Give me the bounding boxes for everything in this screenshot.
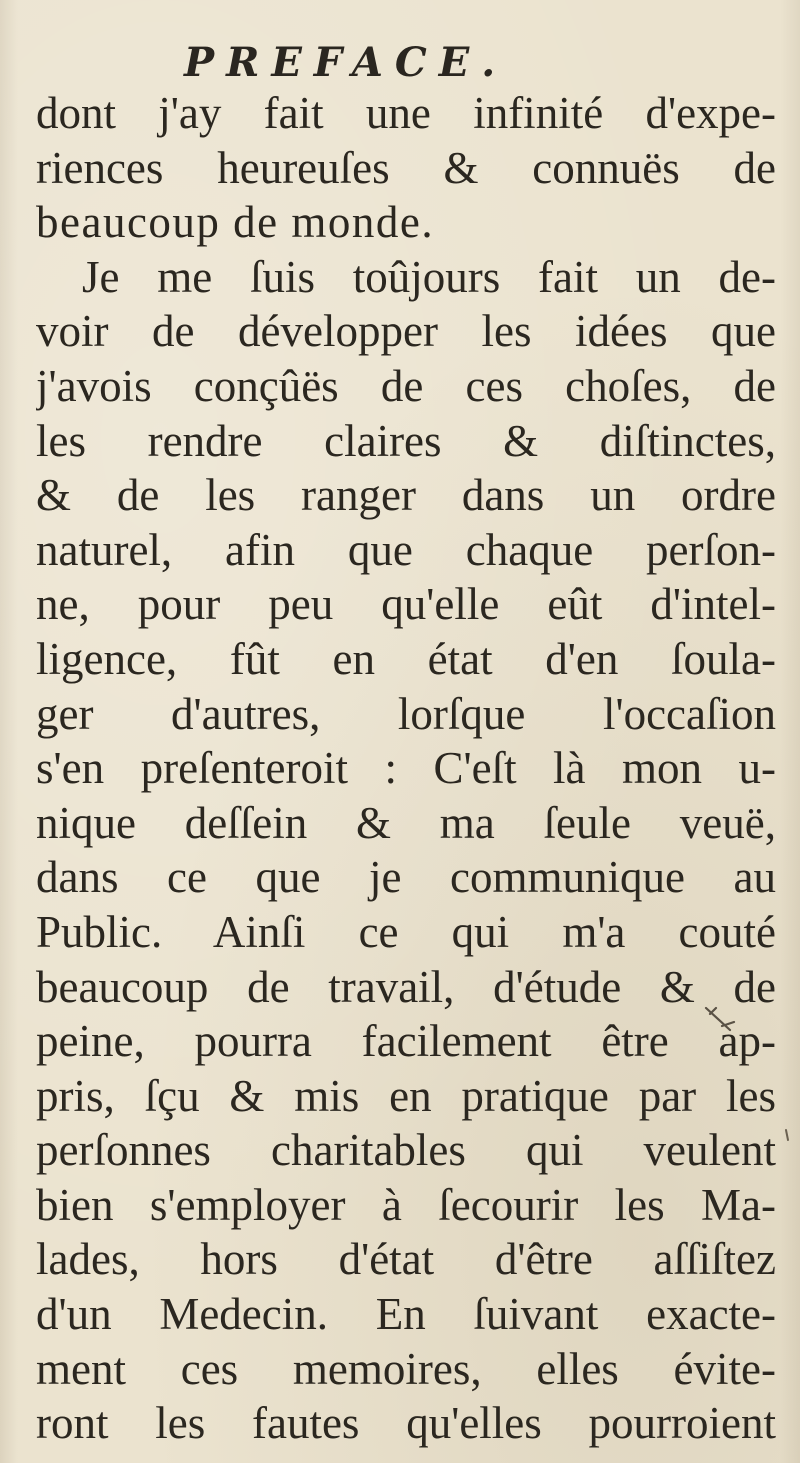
text-line: peine, pourra facilement être ap- <box>36 1016 776 1067</box>
text-line: j'avois conçûës de ces choſes, de <box>36 360 776 411</box>
text-line: s'en preſenteroit : C'eſt là mon u- <box>36 743 776 794</box>
text-line: riences heureuſes & connuës de <box>36 142 776 193</box>
text-line: beaucoup de travail, d'étude & de <box>36 961 776 1012</box>
text-line: naturel, afin que chaque perſon- <box>36 524 776 575</box>
text-line: pris, ſçu & mis en pratique par les <box>36 1070 776 1121</box>
body-text <box>36 86 776 1451</box>
text-line: ligence, fût en état d'en ſoula- <box>36 633 776 684</box>
text-line: d'un Medecin. En ſuivant exacte- <box>36 1289 776 1340</box>
text-line: ront les fautes qu'elles pourroient <box>36 1398 776 1449</box>
text-line: & de les ranger dans un ordre <box>36 470 776 521</box>
text-line: voir de développer les idées que <box>36 306 776 357</box>
text-line: beaucoup de monde. <box>36 197 435 248</box>
text-line: lades, hors d'état d'être aſſiſtez <box>36 1234 776 1285</box>
text-line: les rendre claires & diſtinctes, <box>36 415 776 466</box>
text-line: Public. Ainſi ce qui m'a couté <box>36 906 776 957</box>
margin-ink-mark <box>700 1000 740 1040</box>
running-head: PREFACE. <box>184 39 508 86</box>
text-line: nique deſſein & ma ſeule veuë, <box>36 797 776 848</box>
text-line: dans ce que je communique au <box>36 852 776 903</box>
text-line: perſonnes charitables qui veulent <box>36 1125 776 1176</box>
text-line: dont j'ay fait une infinité d'expe- <box>36 88 776 138</box>
text-line: bien s'employer à ſecourir les Ma- <box>36 1179 776 1230</box>
text-line: Je me ſuis toûjours fait un de- <box>82 251 776 302</box>
text-line: ger d'autres, lorſque l'occaſion <box>36 688 776 739</box>
margin-dot-mark <box>782 1128 794 1142</box>
text-line: ment ces memoires, elles évite- <box>36 1343 776 1394</box>
text-line: ne, pour peu qu'elle eût d'intel- <box>36 579 776 630</box>
